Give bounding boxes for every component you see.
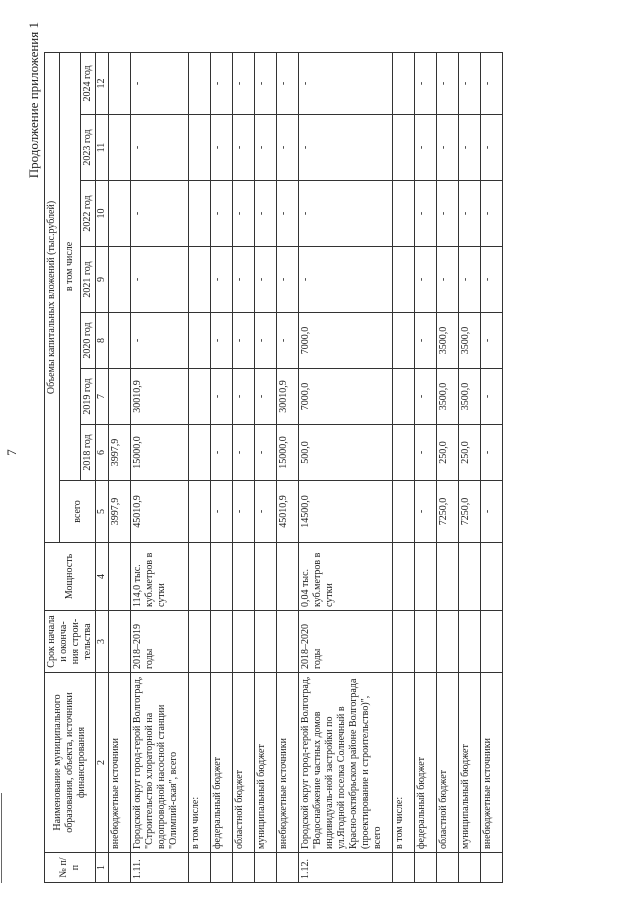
table-row: [437, 52, 459, 882]
header-2021: 2021 год: [81, 247, 96, 313]
cell-value: -: [415, 247, 437, 313]
cell-power: [233, 543, 255, 611]
cell-value: -: [277, 52, 299, 114]
cell-value: -: [211, 52, 233, 114]
cell-name: федеральный бюджет: [415, 673, 437, 853]
cell-value: 14500,0: [299, 481, 393, 543]
cell-value: -: [255, 247, 277, 313]
table-row: [299, 52, 393, 882]
cell-power: [415, 543, 437, 611]
column-number: 4: [96, 543, 109, 611]
cell-term: [233, 611, 255, 673]
column-number: 6: [96, 425, 109, 481]
cell-value: -: [233, 481, 255, 543]
appendix-caption: Продолжение приложения 1: [26, 22, 41, 179]
cell-value: -: [481, 425, 503, 481]
cell-value: [393, 313, 415, 369]
cell-power: [437, 543, 459, 611]
cell-name: муниципальный бюджет: [255, 673, 277, 853]
page-number: 7: [4, 449, 19, 456]
header-including: в том числе: [60, 52, 81, 480]
header-2024: 2024 год: [81, 52, 96, 114]
header-name: Наименование муниципального образования, объекта, источники финансирования: [45, 673, 96, 853]
cell-value: [189, 481, 211, 543]
cell-power: [189, 543, 211, 611]
cell-value: [109, 52, 131, 114]
cell-value: -: [481, 481, 503, 543]
cell-value: 3997,9: [109, 481, 131, 543]
column-number: 11: [96, 115, 109, 181]
cell-value: -: [437, 181, 459, 247]
column-number: 10: [96, 181, 109, 247]
cell-value: -: [131, 247, 189, 313]
cell-value: 45010,9: [277, 481, 299, 543]
cell-value: 250,0: [437, 425, 459, 481]
cell-power: [393, 543, 415, 611]
cell-value: [189, 247, 211, 313]
cell-value: -: [481, 181, 503, 247]
column-number: 2: [96, 673, 109, 853]
header-2019: 2019 год: [81, 369, 96, 425]
column-number: 9: [96, 247, 109, 313]
cell-value: [393, 181, 415, 247]
cell-num: [277, 853, 299, 883]
cell-term: 2018–2020 годы: [299, 611, 393, 673]
cell-num: [393, 853, 415, 883]
cell-value: -: [255, 313, 277, 369]
cell-name: Городской округ город-герой Волгоград, "Строительство хлораторной на водопроводной насосной станции "Олимпий-ская", всего: [131, 673, 189, 853]
header-term: Срок начала и оконча-ния строи-тельства: [45, 611, 96, 673]
header-num: № п/п: [45, 853, 96, 883]
cell-num: [437, 853, 459, 883]
cell-num: 1.12.: [299, 853, 393, 883]
header-volumes: Объемы капитальных вложений (тыс.рублей): [45, 52, 60, 542]
header-2018: 2018 год: [81, 425, 96, 481]
cell-value: -: [415, 425, 437, 481]
cell-value: [393, 369, 415, 425]
column-number: 3: [96, 611, 109, 673]
header-2020: 2020 год: [81, 313, 96, 369]
cell-value: 7250,0: [459, 481, 481, 543]
cell-value: -: [437, 52, 459, 114]
cell-value: -: [459, 115, 481, 181]
table-row: [415, 52, 437, 882]
cell-num: [459, 853, 481, 883]
cell-term: [255, 611, 277, 673]
table-row: [131, 52, 189, 882]
cell-value: -: [415, 369, 437, 425]
cell-term: [459, 611, 481, 673]
table-row: [255, 52, 277, 882]
cell-value: -: [255, 52, 277, 114]
cell-value: -: [255, 181, 277, 247]
cell-term: [211, 611, 233, 673]
cell-name: федеральный бюджет: [211, 673, 233, 853]
cell-value: -: [233, 313, 255, 369]
table-row: [189, 52, 211, 882]
cell-value: -: [255, 369, 277, 425]
cell-value: -: [211, 369, 233, 425]
column-number: 12: [96, 52, 109, 114]
column-number: 7: [96, 369, 109, 425]
cell-value: -: [277, 313, 299, 369]
column-number-row: [96, 52, 109, 882]
cell-name: внебюджетные источники: [109, 673, 131, 853]
cell-term: [109, 611, 131, 673]
cell-value: 30010,9: [131, 369, 189, 425]
column-number: 5: [96, 481, 109, 543]
cell-value: -: [255, 115, 277, 181]
cell-value: -: [481, 115, 503, 181]
table-row: [277, 52, 299, 882]
cell-value: -: [211, 481, 233, 543]
cell-value: -: [481, 247, 503, 313]
cell-value: -: [277, 247, 299, 313]
cell-value: -: [211, 313, 233, 369]
scan-edge-line: [1, 793, 2, 883]
cell-term: [481, 611, 503, 673]
cell-value: -: [233, 369, 255, 425]
table-row: [459, 52, 481, 882]
cell-power: 0,04 тыс. куб.метров в сутки: [299, 543, 393, 611]
cell-value: 3500,0: [459, 369, 481, 425]
cell-value: 3500,0: [437, 369, 459, 425]
table-row: [233, 52, 255, 882]
cell-value: 15000,0: [277, 425, 299, 481]
cell-value: [189, 115, 211, 181]
cell-value: [109, 247, 131, 313]
cell-term: [415, 611, 437, 673]
cell-value: -: [233, 181, 255, 247]
header-2022: 2022 год: [81, 181, 96, 247]
cell-value: -: [437, 247, 459, 313]
cell-value: -: [459, 247, 481, 313]
cell-value: [109, 369, 131, 425]
cell-power: [459, 543, 481, 611]
capital-investment-table: [44, 52, 503, 883]
cell-value: 45010,9: [131, 481, 189, 543]
cell-value: [393, 52, 415, 114]
cell-value: [109, 313, 131, 369]
header-2023: 2023 год: [81, 115, 96, 181]
table-row: [109, 52, 131, 882]
cell-num: [415, 853, 437, 883]
table-row: [211, 52, 233, 882]
cell-num: [233, 853, 255, 883]
cell-value: -: [131, 52, 189, 114]
cell-value: -: [277, 115, 299, 181]
cell-num: [189, 853, 211, 883]
cell-value: -: [211, 115, 233, 181]
cell-value: 7250,0: [437, 481, 459, 543]
cell-value: [393, 247, 415, 313]
column-number: 1: [96, 853, 109, 883]
cell-value: -: [299, 115, 393, 181]
cell-value: 3500,0: [437, 313, 459, 369]
cell-value: [189, 181, 211, 247]
cell-value: -: [211, 247, 233, 313]
cell-term: [277, 611, 299, 673]
cell-term: [189, 611, 211, 673]
cell-value: -: [459, 181, 481, 247]
cell-value: -: [299, 247, 393, 313]
cell-value: -: [233, 425, 255, 481]
cell-value: -: [481, 369, 503, 425]
cell-power: [255, 543, 277, 611]
cell-value: -: [415, 481, 437, 543]
cell-name: муниципальный бюджет: [459, 673, 481, 853]
cell-power: 114,0 тыс. куб.метров в сутки: [131, 543, 189, 611]
cell-value: [189, 369, 211, 425]
cell-value: [189, 425, 211, 481]
cell-value: -: [233, 247, 255, 313]
cell-value: -: [415, 313, 437, 369]
cell-value: 500,0: [299, 425, 393, 481]
cell-value: 7000,0: [299, 369, 393, 425]
cell-value: [393, 481, 415, 543]
cell-num: [211, 853, 233, 883]
cell-value: -: [211, 425, 233, 481]
cell-value: 250,0: [459, 425, 481, 481]
cell-name: областной бюджет: [437, 673, 459, 853]
cell-power: [211, 543, 233, 611]
cell-value: 3997,9: [109, 425, 131, 481]
table-body: [109, 52, 503, 882]
cell-value: [109, 115, 131, 181]
cell-num: 1.11.: [131, 853, 189, 883]
cell-value: -: [233, 115, 255, 181]
cell-power: [481, 543, 503, 611]
cell-value: -: [481, 313, 503, 369]
cell-value: [109, 181, 131, 247]
cell-value: 30010,9: [277, 369, 299, 425]
column-number: 8: [96, 313, 109, 369]
cell-value: -: [131, 181, 189, 247]
cell-value: [189, 52, 211, 114]
cell-value: -: [211, 181, 233, 247]
cell-value: 3500,0: [459, 313, 481, 369]
cell-num: [255, 853, 277, 883]
cell-value: -: [131, 115, 189, 181]
cell-name: внебюджетные источники: [277, 673, 299, 853]
cell-value: -: [481, 52, 503, 114]
table-row: [393, 52, 415, 882]
cell-value: -: [255, 425, 277, 481]
cell-value: [393, 425, 415, 481]
cell-name: в том числе:: [189, 673, 211, 853]
cell-value: 7000,0: [299, 313, 393, 369]
cell-term: [437, 611, 459, 673]
cell-value: -: [415, 52, 437, 114]
cell-value: -: [415, 181, 437, 247]
cell-name: Городской округ город-герой Волгоград, "Водоснабжение частных домов индивидуаль-ной застройки по ул.Ягодной поселка Солнечный в Красно-октябрьском районе Волгограда (проектирование и строительство)", всего: [299, 673, 393, 853]
header-total: всего: [60, 481, 96, 543]
header-power: Мощность: [45, 543, 96, 611]
cell-name: в том числе:: [393, 673, 415, 853]
cell-value: -: [299, 181, 393, 247]
cell-value: [189, 313, 211, 369]
cell-value: [393, 115, 415, 181]
cell-power: [277, 543, 299, 611]
cell-value: -: [255, 481, 277, 543]
cell-value: -: [415, 115, 437, 181]
cell-value: 15000,0: [131, 425, 189, 481]
cell-value: -: [233, 52, 255, 114]
cell-value: -: [299, 52, 393, 114]
cell-term: 2018–2019 годы: [131, 611, 189, 673]
cell-value: -: [437, 115, 459, 181]
cell-value: -: [459, 52, 481, 114]
cell-num: [481, 853, 503, 883]
cell-name: областной бюджет: [233, 673, 255, 853]
cell-value: -: [277, 181, 299, 247]
cell-power: [109, 543, 131, 611]
cell-value: -: [131, 313, 189, 369]
table-row: [481, 52, 503, 882]
cell-term: [393, 611, 415, 673]
cell-name: внебюджетные источники: [481, 673, 503, 853]
cell-num: [109, 853, 131, 883]
